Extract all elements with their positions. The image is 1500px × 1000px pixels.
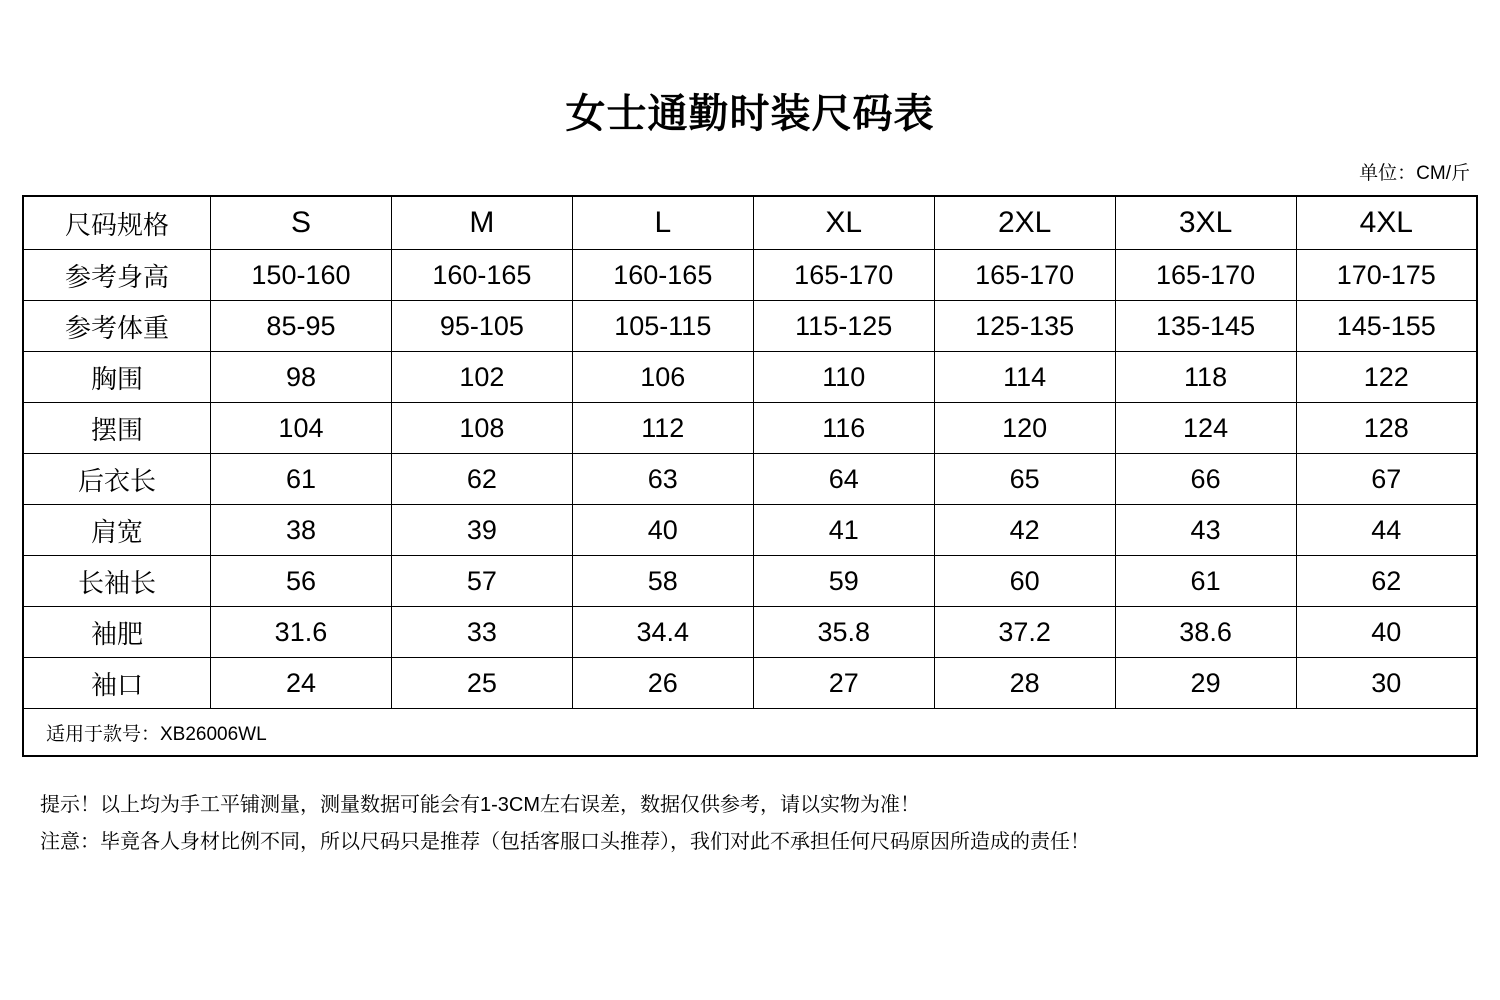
table-row [23,352,1477,403]
cell-value: 66 [1115,454,1296,505]
row-label: 长袖长 [23,556,211,607]
cell-value: 40 [572,505,753,556]
row-label: 参考体重 [23,301,211,352]
cell-value: 62 [391,454,572,505]
size-table [22,195,1478,757]
cell-value: 106 [572,352,753,403]
cell-value: 42 [934,505,1115,556]
notes-block [40,787,1500,861]
row-label: 摆围 [23,403,211,454]
table-row [23,403,1477,454]
cell-value: 37.2 [934,607,1115,658]
cell-value: 165-170 [934,250,1115,301]
cell-value: 59 [753,556,934,607]
column-header-s: S [211,196,392,250]
table-row [23,607,1477,658]
cell-value: 112 [572,403,753,454]
cell-value: 27 [753,658,934,709]
column-header-l: L [572,196,753,250]
cell-value: 44 [1296,505,1477,556]
cell-value: 61 [211,454,392,505]
model-note: 适用于款号：XB26006WL [23,709,1477,757]
note-tip: 提示！以上均为手工平铺测量，测量数据可能会有1-3CM左右误差，数据仅供参考，请以实物为准！ [40,794,921,816]
table-row [23,250,1477,301]
row-label: 袖肥 [23,607,211,658]
cell-value: 115-125 [753,301,934,352]
column-header-xl: XL [753,196,934,250]
cell-value: 110 [753,352,934,403]
cell-value: 35.8 [753,607,934,658]
cell-value: 145-155 [1296,301,1477,352]
cell-value: 63 [572,454,753,505]
cell-value: 25 [391,658,572,709]
cell-value: 39 [391,505,572,556]
cell-value: 124 [1115,403,1296,454]
cell-value: 24 [211,658,392,709]
row-label: 参考身高 [23,250,211,301]
row-label: 肩宽 [23,505,211,556]
cell-value: 34.4 [572,607,753,658]
cell-value: 56 [211,556,392,607]
row-label: 袖口 [23,658,211,709]
cell-value: 30 [1296,658,1477,709]
cell-value: 40 [1296,607,1477,658]
table-row [23,301,1477,352]
cell-value: 29 [1115,658,1296,709]
column-header-2xl: 2XL [934,196,1115,250]
cell-value: 114 [934,352,1115,403]
cell-value: 64 [753,454,934,505]
cell-value: 41 [753,505,934,556]
column-header-3xl: 3XL [1115,196,1296,250]
table-row [23,454,1477,505]
cell-value: 105-115 [572,301,753,352]
cell-value: 108 [391,403,572,454]
cell-value: 95-105 [391,301,572,352]
cell-value: 165-170 [1115,250,1296,301]
cell-value: 150-160 [211,250,392,301]
unit-label: 单位：CM/斤 [1359,163,1470,184]
cell-value: 104 [211,403,392,454]
cell-value: 125-135 [934,301,1115,352]
cell-value: 43 [1115,505,1296,556]
cell-value: 31.6 [211,607,392,658]
cell-value: 38.6 [1115,607,1296,658]
table-row [23,505,1477,556]
cell-value: 120 [934,403,1115,454]
cell-value: 85-95 [211,301,392,352]
row-label: 胸围 [23,352,211,403]
column-header-spec: 尺码规格 [23,196,211,250]
cell-value: 62 [1296,556,1477,607]
cell-value: 160-165 [572,250,753,301]
cell-value: 26 [572,658,753,709]
note-warning: 注意：毕竟各人身材比例不同，所以尺码只是推荐（包括客服口头推荐），我们对此不承担任何尺码原因所造成的责任！ [40,831,1090,853]
cell-value: 116 [753,403,934,454]
cell-value: 28 [934,658,1115,709]
row-label: 后衣长 [23,454,211,505]
cell-value: 38 [211,505,392,556]
cell-value: 98 [211,352,392,403]
cell-value: 122 [1296,352,1477,403]
column-header-4xl: 4XL [1296,196,1477,250]
cell-value: 160-165 [391,250,572,301]
table-header-row [23,196,1477,250]
cell-value: 58 [572,556,753,607]
table-row [23,556,1477,607]
cell-value: 60 [934,556,1115,607]
page-title: 女士通勤时装尺码表 [565,92,935,136]
cell-value: 65 [934,454,1115,505]
table-row [23,658,1477,709]
size-table-container [22,195,1478,757]
cell-value: 118 [1115,352,1296,403]
cell-value: 135-145 [1115,301,1296,352]
column-header-m: M [391,196,572,250]
cell-value: 165-170 [753,250,934,301]
cell-value: 57 [391,556,572,607]
cell-value: 61 [1115,556,1296,607]
cell-value: 170-175 [1296,250,1477,301]
cell-value: 102 [391,352,572,403]
cell-value: 67 [1296,454,1477,505]
cell-value: 128 [1296,403,1477,454]
model-note-row [23,709,1477,757]
cell-value: 33 [391,607,572,658]
